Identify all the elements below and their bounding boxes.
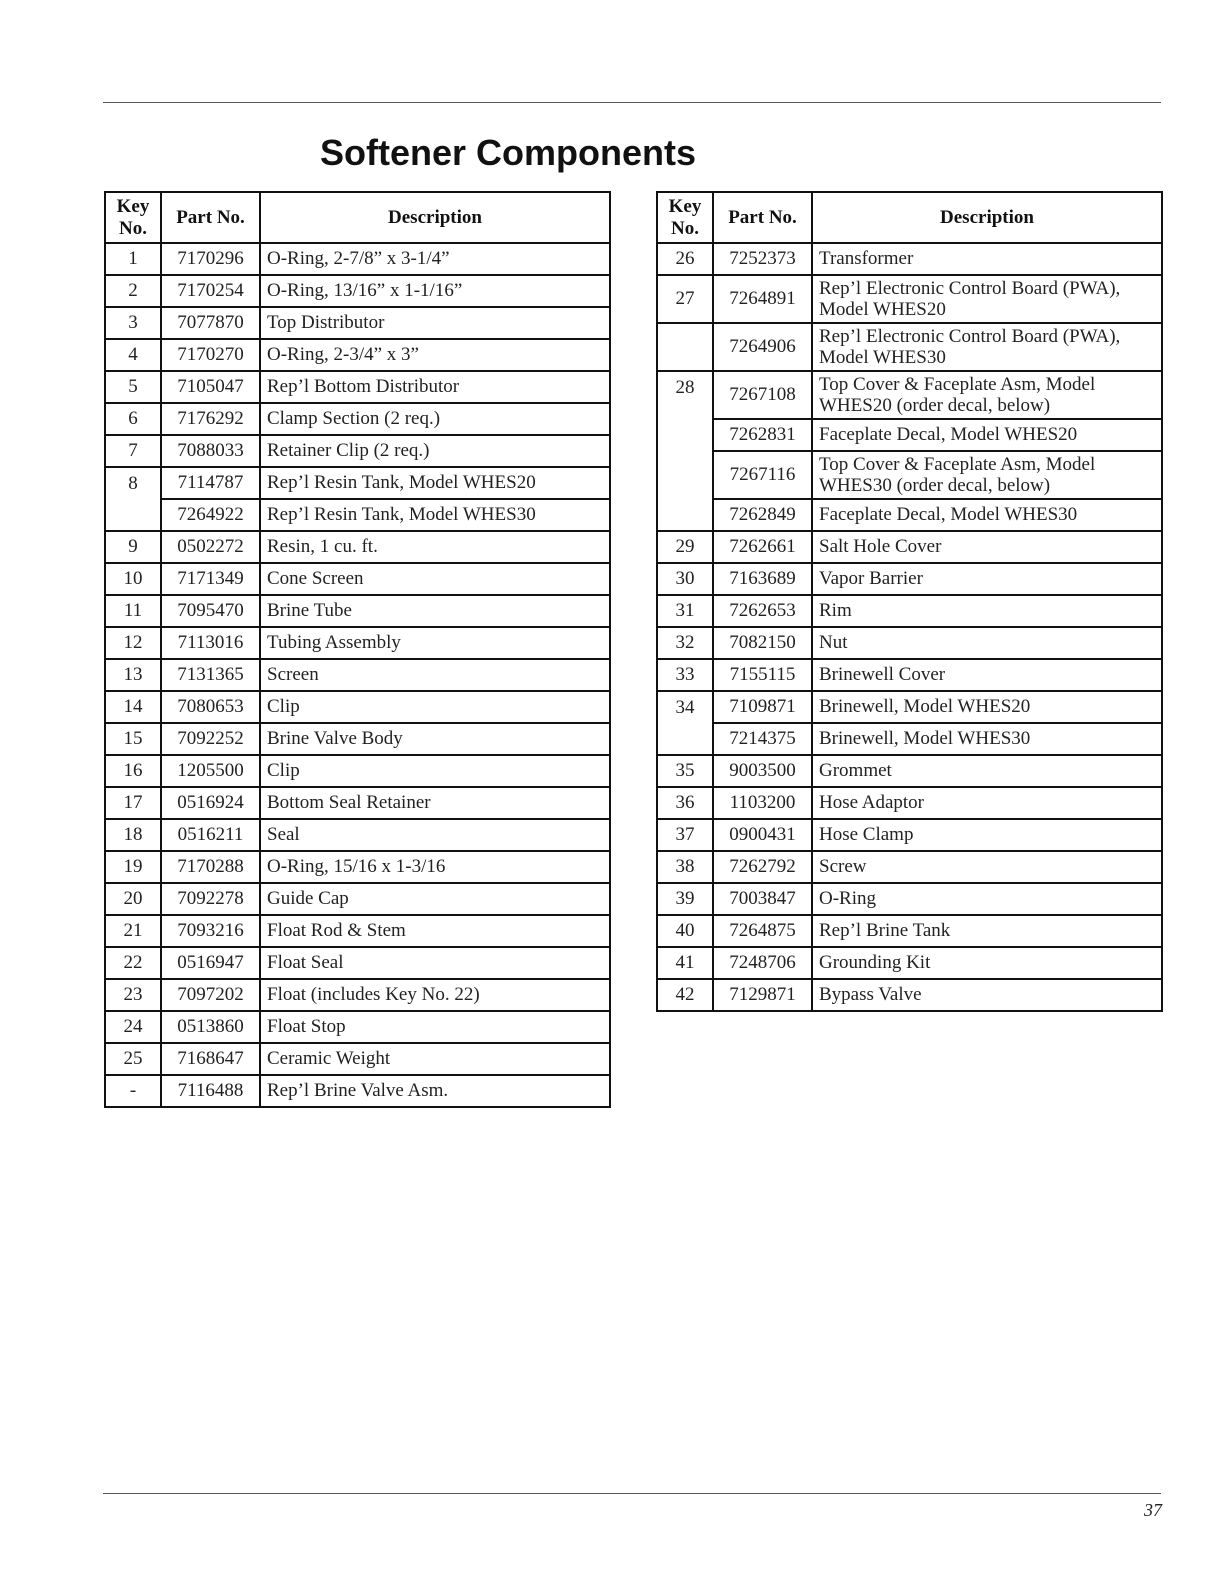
table-row — [657, 723, 1162, 755]
key-no: 26 — [657, 243, 713, 275]
table-row — [657, 755, 1162, 787]
description: Brinewell, Model WHES30 — [812, 723, 1162, 755]
description: Brine Tube — [260, 595, 610, 627]
description: Brine Valve Body — [260, 723, 610, 755]
table-row — [105, 883, 610, 915]
part-no: 7080653 — [161, 691, 260, 723]
part-no: 7176292 — [161, 403, 260, 435]
table-row — [105, 467, 610, 499]
description: Screw — [812, 851, 1162, 883]
part-no: 7262849 — [713, 499, 812, 531]
key-no: 24 — [105, 1011, 161, 1043]
table-row — [105, 275, 610, 307]
description: Hose Clamp — [812, 819, 1162, 851]
key-no: 29 — [657, 531, 713, 563]
key-no: 30 — [657, 563, 713, 595]
part-no: 7105047 — [161, 371, 260, 403]
key-no: 11 — [105, 595, 161, 627]
part-no: 0516211 — [161, 819, 260, 851]
part-no: 0900431 — [713, 819, 812, 851]
part-no: 7264875 — [713, 915, 812, 947]
description: Tubing Assembly — [260, 627, 610, 659]
description: Resin, 1 cu. ft. — [260, 531, 610, 563]
table-row — [657, 627, 1162, 659]
header-part-no: Part No. — [713, 192, 812, 243]
part-no: 7095470 — [161, 595, 260, 627]
table-row — [105, 243, 610, 275]
part-no: 7248706 — [713, 947, 812, 979]
part-no: 0516924 — [161, 787, 260, 819]
table-row — [657, 883, 1162, 915]
description: Ceramic Weight — [260, 1043, 610, 1075]
part-no: 7092252 — [161, 723, 260, 755]
key-no: 28 — [657, 371, 713, 531]
key-no: 3 — [105, 307, 161, 339]
key-no: 1 — [105, 243, 161, 275]
key-no: - — [105, 1075, 161, 1107]
part-no: 7171349 — [161, 563, 260, 595]
part-no: 9003500 — [713, 755, 812, 787]
table-row — [657, 323, 1162, 371]
description: Guide Cap — [260, 883, 610, 915]
description: Top Cover & Faceplate Asm, Model WHES30 (order decal, below) — [812, 451, 1162, 499]
header-key-no: Key No. — [105, 192, 161, 243]
key-no: 33 — [657, 659, 713, 691]
table-row — [657, 243, 1162, 275]
description: Float (includes Key No. 22) — [260, 979, 610, 1011]
description: Faceplate Decal, Model WHES20 — [812, 419, 1162, 451]
table-row — [105, 819, 610, 851]
key-no: 2 — [105, 275, 161, 307]
table-row — [105, 787, 610, 819]
key-no — [657, 323, 713, 371]
key-no: 12 — [105, 627, 161, 659]
table-row — [657, 659, 1162, 691]
table-row — [105, 595, 610, 627]
part-no: 7262653 — [713, 595, 812, 627]
key-no: 35 — [657, 755, 713, 787]
description: Hose Adaptor — [812, 787, 1162, 819]
table-row — [105, 755, 610, 787]
description: Brinewell Cover — [812, 659, 1162, 691]
part-no: 7267108 — [713, 371, 812, 419]
header-part-no: Part No. — [161, 192, 260, 243]
description: Float Seal — [260, 947, 610, 979]
key-no: 6 — [105, 403, 161, 435]
table-row — [105, 1011, 610, 1043]
table-row — [105, 979, 610, 1011]
part-no: 7093216 — [161, 915, 260, 947]
description: Faceplate Decal, Model WHES30 — [812, 499, 1162, 531]
part-no: 7088033 — [161, 435, 260, 467]
table-row — [657, 595, 1162, 627]
description: Cone Screen — [260, 563, 610, 595]
table-row — [657, 499, 1162, 531]
part-no: 7262661 — [713, 531, 812, 563]
key-no: 14 — [105, 691, 161, 723]
table-row — [657, 419, 1162, 451]
key-no: 18 — [105, 819, 161, 851]
key-no: 8 — [105, 467, 161, 531]
parts-table-right — [656, 191, 1163, 1012]
description: Rep’l Electronic Control Board (PWA), Model WHES30 — [812, 323, 1162, 371]
part-no: 7170270 — [161, 339, 260, 371]
description: Top Cover & Faceplate Asm, Model WHES20 (order decal, below) — [812, 371, 1162, 419]
key-no: 42 — [657, 979, 713, 1011]
part-no: 7214375 — [713, 723, 812, 755]
description: Transformer — [812, 243, 1162, 275]
part-no: 7267116 — [713, 451, 812, 499]
key-no: 25 — [105, 1043, 161, 1075]
description: Bypass Valve — [812, 979, 1162, 1011]
part-no: 7262792 — [713, 851, 812, 883]
key-no: 27 — [657, 275, 713, 323]
key-no: 13 — [105, 659, 161, 691]
description: Clip — [260, 691, 610, 723]
description: Retainer Clip (2 req.) — [260, 435, 610, 467]
table-row — [657, 371, 1162, 419]
description: Rep’l Resin Tank, Model WHES30 — [260, 499, 610, 531]
table-row — [657, 979, 1162, 1011]
key-no: 4 — [105, 339, 161, 371]
description: O-Ring, 2-7/8” x 3-1/4” — [260, 243, 610, 275]
part-no: 7170254 — [161, 275, 260, 307]
key-no: 9 — [105, 531, 161, 563]
description: Rep’l Resin Tank, Model WHES20 — [260, 467, 610, 499]
key-no: 19 — [105, 851, 161, 883]
key-no: 10 — [105, 563, 161, 595]
part-no: 7155115 — [713, 659, 812, 691]
description: Float Rod & Stem — [260, 915, 610, 947]
table-row — [105, 371, 610, 403]
part-no: 7116488 — [161, 1075, 260, 1107]
key-no: 34 — [657, 691, 713, 755]
header-key-no: Key No. — [657, 192, 713, 243]
table-row — [105, 915, 610, 947]
description: Vapor Barrier — [812, 563, 1162, 595]
key-no: 23 — [105, 979, 161, 1011]
description: Rep’l Electronic Control Board (PWA), Model WHES20 — [812, 275, 1162, 323]
table-row — [657, 451, 1162, 499]
part-no: 7264906 — [713, 323, 812, 371]
description: Float Stop — [260, 1011, 610, 1043]
key-no: 31 — [657, 595, 713, 627]
table-row — [657, 819, 1162, 851]
table-row — [105, 1075, 610, 1107]
key-no: 40 — [657, 915, 713, 947]
part-no: 7163689 — [713, 563, 812, 595]
part-no: 7170296 — [161, 243, 260, 275]
table-row — [105, 723, 610, 755]
description: Grommet — [812, 755, 1162, 787]
description: Clamp Section (2 req.) — [260, 403, 610, 435]
description: Brinewell, Model WHES20 — [812, 691, 1162, 723]
table-row — [105, 531, 610, 563]
key-no: 39 — [657, 883, 713, 915]
key-no: 36 — [657, 787, 713, 819]
part-no: 7264922 — [161, 499, 260, 531]
description: Salt Hole Cover — [812, 531, 1162, 563]
description: Top Distributor — [260, 307, 610, 339]
description: O-Ring, 15/16 x 1-3/16 — [260, 851, 610, 883]
key-no: 17 — [105, 787, 161, 819]
table-row — [105, 499, 610, 531]
header-description: Description — [260, 192, 610, 243]
table-row — [105, 659, 610, 691]
part-no: 7003847 — [713, 883, 812, 915]
key-no: 41 — [657, 947, 713, 979]
part-no: 0513860 — [161, 1011, 260, 1043]
part-no: 7113016 — [161, 627, 260, 659]
top-rule — [103, 102, 1161, 103]
table-row — [105, 1043, 610, 1075]
table-row — [657, 787, 1162, 819]
part-no: 1205500 — [161, 755, 260, 787]
description: Clip — [260, 755, 610, 787]
table-row — [657, 563, 1162, 595]
description: O-Ring, 2-3/4” x 3” — [260, 339, 610, 371]
part-no: 1103200 — [713, 787, 812, 819]
key-no: 16 — [105, 755, 161, 787]
description: O-Ring — [812, 883, 1162, 915]
page-title: Softener Components — [320, 132, 697, 173]
description: Grounding Kit — [812, 947, 1162, 979]
part-no: 7109871 — [713, 691, 812, 723]
part-no: 7131365 — [161, 659, 260, 691]
parts-table-left — [104, 191, 611, 1108]
table-row — [105, 947, 610, 979]
description: Nut — [812, 627, 1162, 659]
key-no: 37 — [657, 819, 713, 851]
part-no: 0516947 — [161, 947, 260, 979]
table-row — [657, 691, 1162, 723]
description: Seal — [260, 819, 610, 851]
part-no: 0502272 — [161, 531, 260, 563]
key-no: 21 — [105, 915, 161, 947]
part-no: 7092278 — [161, 883, 260, 915]
table-row — [657, 915, 1162, 947]
table-row — [105, 851, 610, 883]
key-no: 38 — [657, 851, 713, 883]
part-no: 7129871 — [713, 979, 812, 1011]
table-row — [105, 307, 610, 339]
description: Rim — [812, 595, 1162, 627]
table-row — [105, 691, 610, 723]
description: Screen — [260, 659, 610, 691]
table-row — [657, 531, 1162, 563]
key-no: 20 — [105, 883, 161, 915]
bottom-rule — [103, 1493, 1161, 1494]
header-description: Description — [812, 192, 1162, 243]
table-row — [105, 627, 610, 659]
table-row — [657, 851, 1162, 883]
part-no: 7168647 — [161, 1043, 260, 1075]
key-no: 32 — [657, 627, 713, 659]
part-no: 7082150 — [713, 627, 812, 659]
part-no: 7077870 — [161, 307, 260, 339]
table-row — [657, 947, 1162, 979]
key-no: 22 — [105, 947, 161, 979]
table-row — [105, 339, 610, 371]
key-no: 15 — [105, 723, 161, 755]
part-no: 7114787 — [161, 467, 260, 499]
table-row — [105, 563, 610, 595]
table-row — [657, 275, 1162, 323]
description: Rep’l Bottom Distributor — [260, 371, 610, 403]
description: Bottom Seal Retainer — [260, 787, 610, 819]
table-row — [105, 403, 610, 435]
description: O-Ring, 13/16” x 1-1/16” — [260, 275, 610, 307]
part-no: 7262831 — [713, 419, 812, 451]
page-number: 37 — [1144, 1500, 1162, 1520]
part-no: 7170288 — [161, 851, 260, 883]
description: Rep’l Brine Valve Asm. — [260, 1075, 610, 1107]
part-no: 7252373 — [713, 243, 812, 275]
part-no: 7097202 — [161, 979, 260, 1011]
key-no: 5 — [105, 371, 161, 403]
table-row — [105, 435, 610, 467]
key-no: 7 — [105, 435, 161, 467]
description: Rep’l Brine Tank — [812, 915, 1162, 947]
part-no: 7264891 — [713, 275, 812, 323]
